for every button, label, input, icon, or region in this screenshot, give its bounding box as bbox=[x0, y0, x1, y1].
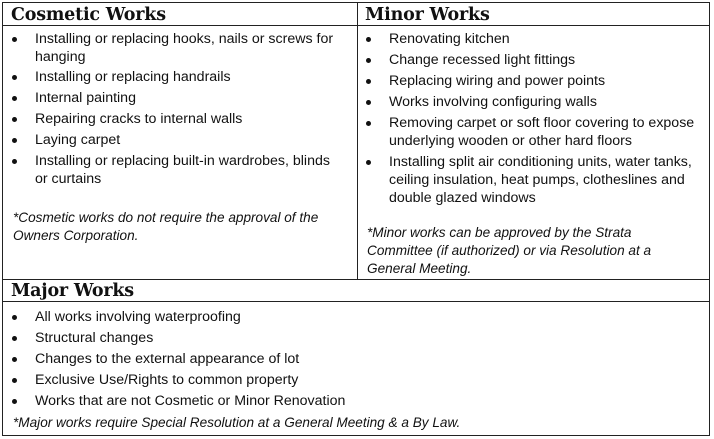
list-item: Repairing cracks to internal walls bbox=[7, 110, 345, 128]
list-item: Exclusive Use/Rights to common property bbox=[7, 371, 697, 389]
list-item: Works involving configuring walls bbox=[361, 93, 701, 111]
list-item: Installing split air conditioning units, water tanks, ceiling insulation, heat pumps, clotheslines and double glazed windows bbox=[361, 153, 701, 207]
list-item: Change recessed light fittings bbox=[361, 51, 701, 69]
list-item: All works involving waterproofing bbox=[7, 308, 697, 326]
cosmetic-works-note: *Cosmetic works do not require the approval of the Owners Corporation. bbox=[13, 210, 319, 243]
list-item: Laying carpet bbox=[7, 131, 345, 149]
list-item: Works that are not Cosmetic or Minor Renovation bbox=[7, 392, 697, 410]
minor-works-note: *Minor works can be approved by the Strata Committee (if authorized) or via Resolution at a General Meeting. bbox=[367, 225, 652, 276]
list-item: Installing or replacing built-in wardrobes, blinds or curtains bbox=[7, 152, 345, 188]
major-works-title: Major Works bbox=[11, 281, 134, 301]
list-item: Internal painting bbox=[7, 89, 345, 107]
major-works-list bbox=[7, 308, 697, 410]
list-item: Installing or replacing hooks, nails or screws for hanging bbox=[7, 30, 345, 66]
section-divider bbox=[3, 279, 709, 280]
list-item: Changes to the external appearance of lot bbox=[7, 350, 697, 368]
column-divider bbox=[357, 3, 358, 279]
minor-works-title: Minor Works bbox=[365, 5, 490, 25]
cosmetic-works-title: Cosmetic Works bbox=[11, 5, 166, 25]
minor-works-list bbox=[361, 30, 701, 207]
major-works-note: *Major works require Special Resolution at a General Meeting & a By Law. bbox=[13, 415, 461, 430]
list-item: Removing carpet or soft floor covering to expose underlying wooden or other hard floors bbox=[361, 114, 701, 150]
list-item: Renovating kitchen bbox=[361, 30, 701, 48]
major-header-divider bbox=[3, 301, 709, 302]
works-table bbox=[2, 2, 710, 436]
list-item: Replacing wiring and power points bbox=[361, 72, 701, 90]
cosmetic-works-list bbox=[7, 30, 345, 188]
list-item: Installing or replacing handrails bbox=[7, 68, 345, 86]
header-divider bbox=[3, 25, 709, 26]
list-item: Structural changes bbox=[7, 329, 697, 347]
